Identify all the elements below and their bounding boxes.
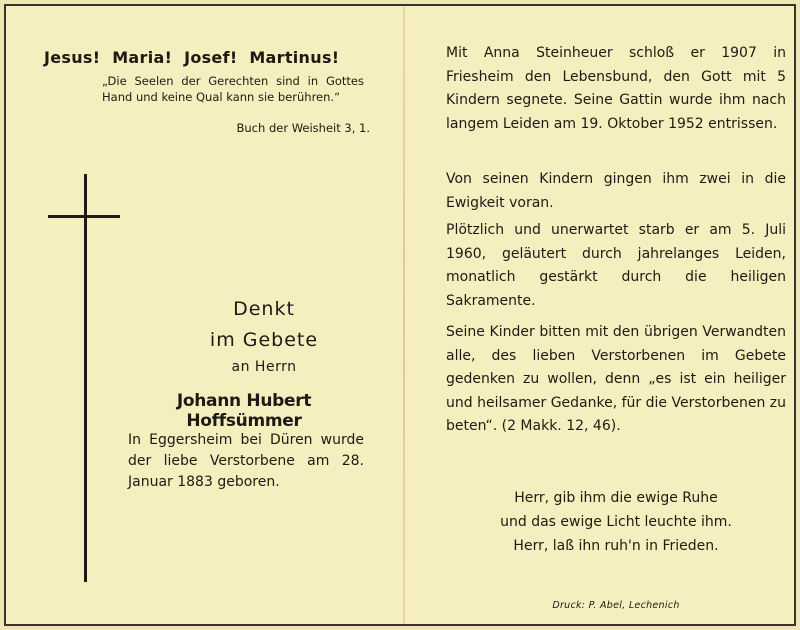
cross-vertical-bar [84,174,87,582]
paragraph-death: Plötzlich und unerwartet starb er am 5. Juli 1960, geläutert durch jahrelanges Leiden, monatlich gestärkt durch die heiligen Sakramente. [446,222,786,309]
right-panel [406,6,794,624]
paragraph-marriage: Mit Anna Steinheuer schloß er 1907 in Friesheim den Lebensbund, den Gott mit 5 Kindern segnete. Seine Gattin wurde ihm nach langem Leiden am 19. Oktober 1952 entrissen. [446,45,786,132]
card-fold [403,6,405,624]
paragraph-request: Seine Kinder bitten mit den übrigen Verwandten alle, des lieben Verstorbenen im Gebete gedenken zu wollen, denn „es ist ein heiliger und heilsamer Gedanke, für die Verstorbenen zu beten“. (2 Makk. 12, 46). [446,324,786,434]
quote-source: Buch der Weisheit 3, 1. [236,121,370,135]
memorial-card [4,4,796,626]
left-panel [6,6,402,624]
invocation-line-1: Denkt [233,298,295,320]
invocation-line-3: an Herrn [231,359,297,375]
cross-horizontal-bar [48,215,120,218]
scripture-quote: „Die Seelen der Gerechten sind in Gottes Hand und keine Qual kann sie berühren.“ [102,74,364,104]
prayer-line-2: und das ewige Licht leuchte ihm. [500,514,732,530]
closing-prayer [446,486,786,558]
deceased-name: Johann Hubert Hoffsümmer [176,391,312,431]
birth-text: In Eggersheim bei Düren wurde der liebe Verstorbene am 28. Januar 1883 geboren. [128,432,364,490]
invocation-line-2: im Gebete [209,329,319,351]
paragraph-children: Von seinen Kindern gingen ihm zwei in die Ewigkeit voran. [446,171,786,211]
invocation-header: Jesus! Maria! Josef! Martinus! [44,48,340,67]
prayer-line-1: Herr, gib ihm die ewige Ruhe [514,490,718,506]
printer-credit: Druck: P. Abel, Lechenich [552,600,680,611]
prayer-line-3: Herr, laß ihn ruh'n in Frieden. [513,538,719,554]
